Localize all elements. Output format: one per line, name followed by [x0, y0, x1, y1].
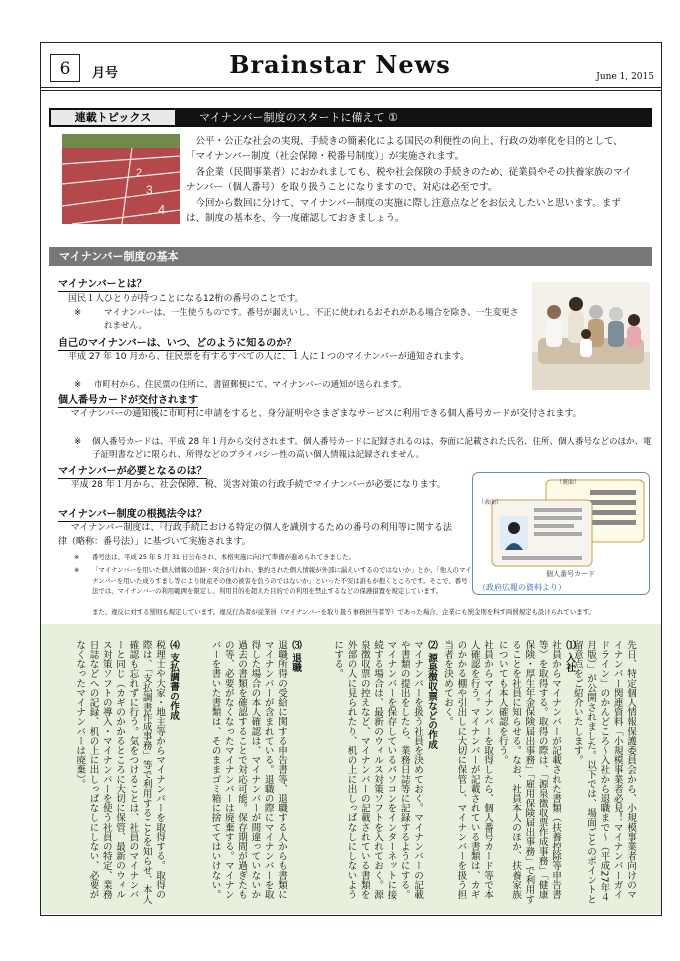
q1-body: 国民１人ひとりが持つことになる12桁の番号のことです。	[68, 294, 304, 304]
running-track-photo	[62, 134, 180, 224]
header-rule	[40, 87, 662, 88]
green-heading-1: ⑴ 入社	[564, 640, 575, 673]
card-caption: 個人番号カード	[546, 570, 595, 578]
issue-date: June 1, 2015	[596, 72, 654, 82]
q3-heading	[58, 394, 198, 408]
green-paragraph-1b: 社員からマイナンバーを取得したら、個人番号カード等で本人確認を行う。マイナンバーが記載されている書類は、カギのかかる棚や引出しに大切に保管し、マイナンバーを扱う担当者を決めておく。	[442, 640, 493, 900]
q4-title: マイナンバーが必要となるのは？	[58, 466, 207, 477]
q1-title: マイナンバーとは？	[58, 279, 147, 290]
green-heading-4: ⑷ 支払調書の作成	[168, 640, 179, 721]
q4-heading	[58, 465, 207, 479]
series-label: 連載トピックス	[51, 110, 175, 125]
note-mark: ※	[74, 380, 82, 390]
intro-paragraph: 今回から数回に分けて、マイナンバー制度の実施に際し注意点などをお伝えしたいと思います。まずは、制度の基本を、今一度確認しておきましょう。	[186, 197, 621, 225]
intro-paragraph: 各企業（民間事業者）におかれましても、税や社会保険の手続きのため、従業員やその扶養家族のマイナンバー（個人番号）を取り扱うことになりますので、対応は必至です。	[186, 166, 632, 194]
q5-note: また、違反に対する罰則も規定しています。違反行為者が従業員（マイナンバーを取り扱う事務担当者等）であった場合、企業にも罰金刑を科す両罰規定も設けられています。	[92, 608, 595, 616]
note-mark: ※	[74, 437, 82, 447]
note-mark: ※	[74, 553, 80, 561]
q5-body: マイナンバー制度は、「行政手続における特定の個人を識別するための番号の利用等に関する法律（略称：番号法）」に基づいて実施されます。	[58, 523, 452, 547]
issue-number: 6	[50, 54, 80, 82]
family-photo	[532, 282, 650, 390]
topic-title: マイナンバー制度のスタートに備えて ①	[199, 111, 398, 124]
q5-note: 「マイナンバーを用いた個人情報の追跡・突合が行われ、集約された個人情報が外部に漏えいするのではないか」とか、「他人のマイナンバーを用いた成りすまし等により財産その他の被害を負うのではないか」といった不安は誰もが抱くところです。そこで、番号法では、マイナンバーの利用範囲を限定し、利用目的を超えた目的での利用を禁止するなどの保護措置を規定しています。	[92, 566, 472, 595]
q5-title: マイナンバー制度の根拠法令は？	[58, 509, 207, 520]
q3-body: マイナンバーの通知後に市町村に申請をすると、身分証明やさまざまなサービスに利用できる個人番号カードが交付されます。	[70, 409, 582, 419]
section-heading: マイナンバー制度の基本	[49, 247, 652, 266]
issue-unit: 月号	[92, 66, 119, 81]
q2-heading	[58, 337, 296, 351]
track-number-3: 3	[146, 183, 153, 197]
q1-note: マイナンバーは、一生使うものです。番号が漏えいし、不正に使われるおそれがある場合を除き、一生変更されません。	[104, 308, 519, 331]
card-back-label: （裏面）	[556, 479, 581, 486]
card-front-label: （表面）	[478, 499, 503, 506]
green-paragraph-2: マイナンバーを扱う社員を決めておく。マイナンバーの記載や書類の提出をしたら、業務日誌等に記録するようにする。マイナンバーを保存しているパソコンをインターネットに接続する場合は、最新のウィルス対策ソフトを入れておく。源泉徴収票の控えなど、マイナンバーの記載されている書類を外部の人に見られたり、机の上に出しっぱなしにしないようにする。	[332, 640, 423, 900]
track-number-2: 2	[136, 167, 143, 179]
green-paragraph-1: 社員からマイナンバーが記載された書類（扶養控除等申告書等）を取得する。取得の際は、「源泉徴収票作成事務」「健康保険・厚生年金保険届出事務」「雇用保険届出事務」で利用することを社員に知らせる。なお、社員本人のほか、扶養家族についても本人確認を行う。	[496, 640, 561, 904]
green-heading-3: ⑶ 退職	[290, 640, 301, 673]
q2-note: 市町村から、住民票の住所に、書留郵便にて、マイナンバーの通知が送られます。	[94, 380, 407, 390]
card-source: （政府広報の資料より）	[478, 583, 566, 592]
note-mark: ※	[74, 566, 80, 574]
track-number-4: 4	[158, 202, 166, 217]
q3-title: 個人番号カードが交付されます	[58, 395, 198, 406]
header-rule-thin	[40, 90, 662, 91]
q2-body: 平成 27 年 10 月から、住民票を有するすべての人に、１人に１つのマイナンバーが通知されます。	[68, 352, 470, 362]
q5-note: 番号法は、平成 25 年 5 月 31 日公布され、本格実施に向けて準備が進められてきました。	[92, 553, 355, 561]
id-card-figure	[472, 472, 650, 595]
q2-title: 自己のマイナンバーは、いつ、どのように知るのか？	[58, 338, 297, 349]
topic-bar	[49, 108, 652, 127]
green-heading-2: ⑵ 源泉徴収票などの作成	[426, 640, 437, 749]
green-intro: 先日、特定個人情報保護委員会から、小規模事業者向けのマイナンバー関連資料「小規模事業者必見！マイナンバーガイドライン」のかんどころ〜入社から退職まで〜（平成27年４月版）」が公開されました。以下では、場面ごとのポイントと留意点をご紹介いたします。	[571, 640, 636, 904]
note-mark: ※	[74, 308, 82, 318]
masthead: Brainstar News	[229, 50, 451, 79]
q5-heading	[58, 508, 207, 522]
green-paragraph-4: 税理士や大家・地主等からマイナンバーを取得する。取得の際は、「支払調書作成事務」等で利用することを知らせ、本人確認も忘れずに行う。気をつけることは、社員のマイナンバーと同じ（カギのかかるところに大切に保管、最新のウィルス対策ソフトの導入・マイナンバーを使う社員の特定、業務日誌などへの記録、机の上に出しっぱなしにしない、必要がなくなったマイナンバーは廃棄）。	[74, 640, 165, 904]
green-paragraph-3: 退職所得の受給に関する申告書等、退職する人からも書類にマイナンバーが含まれている。退職の際にマイナンバーを取得した場合の本人確認は、マイナンバーが間違っていないか過去の書類を確認することで対応可能。保存期間が過ぎたもの等、必要がなくなったマイナンバーは廃棄する。マイナンバーを書いた書類は、そのままゴミ箱に捨ててはいけない。	[209, 640, 287, 900]
intro-text	[186, 134, 636, 226]
q3-note: 個人番号カードは、平成 28 年１月から交付されます。個人番号カードに記録されるのは、券面に記載された氏名、住所、個人番号などのほか、電子証明書などに限られ、所得などのプライバシー性の高い個人情報は記録されません。	[92, 437, 652, 460]
q4-body: 平成 28 年１月から、社会保障、税、災害対策の行政手続でマイナンバーが必要になります。	[70, 480, 446, 490]
q1-heading	[58, 278, 147, 292]
intro-paragraph: 公平・公正な社会の実現、手続きの簡素化による国民の利便性の向上、行政の効率化を目的として、「マイナンバー制度（社会保障・税番号制度）」が実施されます。	[186, 136, 623, 163]
